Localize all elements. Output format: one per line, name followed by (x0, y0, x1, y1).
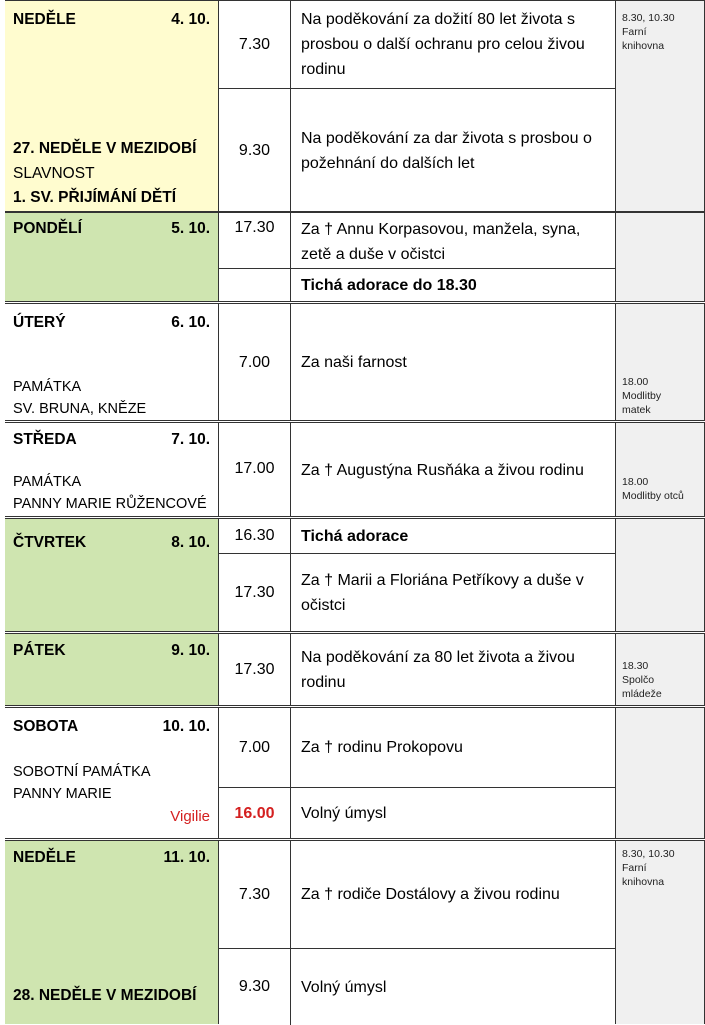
note-line: Farní (622, 26, 647, 38)
note-cell (615, 519, 705, 631)
mass-time: 7.30 (219, 1, 291, 88)
mass-intention: Tichá adorace (301, 527, 409, 545)
mass-time: 17.00 (219, 423, 291, 517)
mass-time: 7.00 (219, 304, 291, 421)
note-line: 18.00 (622, 476, 649, 488)
mass-intention: Na poděkování za 80 let života a živou rodinu (301, 649, 575, 691)
day-cell (5, 708, 219, 838)
day-name: PONDĚLÍ (13, 220, 82, 237)
note-cell (615, 213, 705, 301)
day-date: 5. 10. (171, 220, 210, 237)
liturgical-title: 28. NEDĚLE V MEZIDOBÍ (13, 987, 197, 1004)
day-cell (5, 423, 219, 516)
mass-time: 9.30 (219, 949, 291, 1025)
note-line: 18.30 (622, 660, 649, 672)
mass-entry (219, 268, 615, 302)
mass-intention: Volný úmysl (301, 805, 387, 822)
mass-time: 7.00 (219, 708, 291, 787)
day-date: 8. 10. (171, 534, 210, 551)
mass-time: 17.30 (219, 554, 291, 632)
mass-entry (219, 841, 615, 948)
day-block-sunday-11-10 (5, 840, 705, 1024)
mass-intention: Tichá adorace do 18.30 (301, 277, 477, 294)
mass-entry (219, 948, 615, 1025)
note-line: mládeže (622, 688, 662, 700)
day-block-tuesday (5, 303, 705, 421)
mass-time: 9.30 (219, 89, 291, 212)
mass-intention: Za naši farnost (301, 354, 407, 371)
mass-intention: Za † Annu Korpasovou, manžela, syna, zetě a duše v očistci (301, 221, 581, 263)
mass-entry (219, 1, 615, 88)
note-cell (615, 423, 705, 516)
note-line: 8.30, 10.30 (622, 848, 675, 860)
day-name: NEDĚLE (13, 849, 76, 866)
liturgical-title: 1. SV. PŘIJÍMÁNÍ DĚTÍ (13, 189, 177, 206)
liturgical-title: PANNY MARIE (13, 786, 112, 802)
mass-time: 16.00 (219, 788, 291, 839)
note-line: knihovna (622, 876, 665, 888)
mass-intention: Za † rodinu Prokopovu (301, 739, 463, 756)
day-date: 10. 10. (162, 718, 210, 735)
liturgical-title: PANNY MARIE RŮŽENCOVÉ (13, 496, 207, 512)
mass-time (219, 269, 291, 302)
day-name: ČTVRTEK (13, 534, 87, 551)
mass-intention: Za † Augustýna Rusňáka a živou rodinu (301, 462, 584, 479)
liturgical-title: SLAVNOST (13, 165, 95, 182)
mass-entry (219, 519, 615, 553)
mass-entry (219, 708, 615, 787)
liturgical-title: SOBOTNÍ PAMÁTKA (13, 764, 151, 780)
note-line: knihovna (622, 40, 665, 52)
mass-intention: Volný úmysl (301, 978, 387, 996)
note-line: 18.00 (622, 376, 649, 388)
note-line: 8.30, 10.30 (622, 12, 675, 24)
mass-intention: Za † Marii a Floriána Petříkovy a duše v očistci (301, 572, 584, 614)
day-cell (5, 634, 219, 705)
mass-entry (219, 787, 615, 839)
mass-entry (219, 304, 615, 421)
mass-time: 7.30 (219, 841, 291, 948)
mass-entry (219, 553, 615, 632)
note-cell (615, 304, 705, 420)
mass-intention: Na poděkování za dar života s prosbou o požehnání do dalších let (301, 129, 592, 172)
note-line: matek (622, 404, 651, 416)
note-line: Modlitby otců (622, 490, 684, 502)
note-cell (615, 708, 705, 838)
liturgical-title: PAMÁTKA (13, 474, 82, 490)
liturgical-title: SV. BRUNA, KNĚZE (13, 401, 147, 417)
mass-time: 17.30 (219, 634, 291, 706)
mass-intention: Na poděkování za dožití 80 let života s prosbou o další ochranu pro celou živou rodinu (301, 11, 585, 78)
liturgical-title: 27. NEDĚLE V MEZIDOBÍ (13, 140, 197, 157)
day-cell (5, 304, 219, 420)
day-name: SOBOTA (13, 718, 79, 735)
mass-entry (219, 213, 615, 268)
day-block-friday (5, 633, 705, 706)
day-cell (5, 519, 219, 631)
day-name: PÁTEK (13, 642, 66, 659)
day-cell (5, 213, 219, 301)
mass-time: 16.30 (219, 519, 291, 553)
mass-entry (219, 88, 615, 212)
day-cell (5, 841, 219, 1024)
note-cell (615, 841, 705, 1024)
day-block-wednesday (5, 422, 705, 517)
note-cell (615, 1, 705, 211)
note-line: Spolčo (622, 674, 655, 686)
vigil-label: Vigilie (170, 808, 210, 825)
day-date: 9. 10. (171, 642, 210, 659)
day-cell (5, 1, 219, 211)
day-name: ÚTERÝ (13, 314, 66, 331)
day-name: STŘEDA (13, 431, 77, 448)
mass-entry (219, 423, 615, 517)
day-date: 6. 10. (171, 314, 210, 331)
day-block-thursday (5, 518, 705, 632)
day-block-saturday (5, 707, 705, 839)
day-name: NEDĚLE (13, 11, 76, 28)
day-date: 4. 10. (171, 11, 210, 28)
liturgical-title: PAMÁTKA (13, 379, 82, 395)
note-line: Modlitby (622, 390, 662, 402)
day-date: 7. 10. (171, 431, 210, 448)
day-block-sunday-4-10 (5, 0, 705, 212)
note-line: Farní (622, 862, 647, 874)
mass-intention: Za † rodiče Dostálovy a živou rodinu (301, 886, 560, 903)
day-date: 11. 10. (163, 849, 210, 866)
mass-time: 17.30 (219, 213, 291, 268)
day-block-monday (5, 212, 705, 302)
note-cell (615, 634, 705, 705)
mass-entry (219, 634, 615, 706)
